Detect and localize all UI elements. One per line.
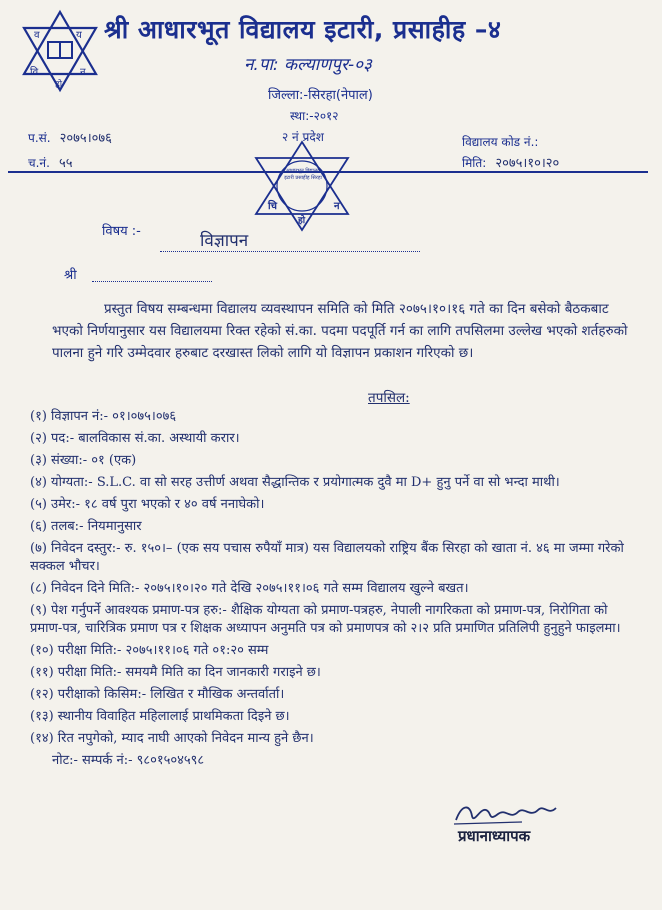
intro-paragraph: प्रस्तुत विषय सम्बन्धमा विद्यालय व्यवस्थापन समिति को मिति २०७५।१०।१६ गते का दिन बसेको बैठकबाट भएको निर्णयानुसार यस विद्यालयमा रिक्त रहेको सं.का. पदमा पदपूर्ति गर्न का लागि तपसिलमा उल्लेख भएको शर्तहरुको पालना हुने गरि उम्मेदवार हरुबाट दरखास्त लिको लागि यो विज्ञापन प्रकाशन गरिएको छ। [52, 301, 628, 361]
date-value: २०७५।१०।२० [495, 156, 560, 171]
seal-letter-right: न [334, 201, 340, 212]
term-item: (१०) परीक्षा मिति:- २०७५।११।०६ गते ०१:२० सम्म [30, 643, 269, 658]
term-item: (१३) स्थानीय विवाहित महिलालाई प्राथमिकता दिइने छ। [30, 709, 290, 724]
tapsil-heading: तपसिल: [368, 390, 410, 406]
term-item: (११) परीक्षा मिति:- समयमै मिति का दिन जानकारी गराइने छ। [30, 665, 321, 680]
contact-note: नोट:- सम्पर्क नं:- ९८०१५०४५९८ [52, 753, 205, 768]
principal-title: प्रधानाध्यापक [458, 827, 531, 845]
term-item: (२) पद:- बालविकास सं.का. अस्थायी करार। [30, 431, 240, 446]
logo-letter-bottom-right: न [80, 67, 86, 78]
seal-letter-left: चि [268, 201, 277, 212]
term-item: (८) निवेदन दिने मिति:- २०७५।१०।२० गते देखि २०७५।११।०६ गते सम्म विद्यालय खुल्ने बखत। [30, 581, 469, 596]
municipality: न.पा: कल्याणपुर-०३ [244, 55, 372, 75]
term-item: (१) विज्ञापन नं:- ०१।०७५।०७६ [30, 409, 177, 424]
term-item: (३) संख्या:- ०१ (एक) [30, 453, 137, 468]
letter-date [462, 152, 559, 171]
dispatch-number [28, 152, 73, 171]
subject-label: विषय :- [102, 224, 141, 239]
province: २ नं प्रदेश [282, 130, 324, 144]
subject-underline [160, 251, 420, 252]
term-item: (६) तलब:- नियमानुसार [30, 519, 142, 534]
seal-text: आधारभूत विद्यालय इटारी प्रसाहीह सिरहा [284, 168, 322, 181]
seal-letter-bottom: हो [298, 216, 306, 226]
school-code [462, 131, 538, 150]
established: स्था:-२०१२ [290, 109, 339, 123]
logo-letter-bottom: हो [55, 80, 63, 90]
term-item: (५) उमेर:- १८ वर्ष पुरा भएको र ४० वर्ष ननाघेको। [30, 497, 265, 512]
term-item: (१४) रित नपुगेको, म्याद नाघी आएको निवेदन मान्य हुने छैन। [30, 731, 314, 746]
principal-signature [452, 800, 562, 828]
reference-number [28, 127, 112, 146]
school-name: श्री आधारभूत विद्यालय इटारी, प्रसाहीह –४ [104, 15, 502, 44]
logo-letter-top-right: य [76, 30, 82, 41]
dispatch-label: च.नं. [28, 156, 50, 170]
reference-label: प.सं. [28, 131, 51, 145]
subject-value: विज्ञापन [200, 231, 249, 251]
logo-letter-top-left: व [34, 30, 40, 41]
term-item: (७) निवेदन दस्तुर:- रु. १५०।– (एक सय पचास रुपैयाँ मात्र) यस विद्यालयको राष्ट्रिय बैंक सिरहा को खाता नं. ४६ मा जम्मा गरेको सक्कल भौचर। [30, 541, 624, 574]
term-item: (९) पेश गर्नुपर्ने आवश्यक प्रमाण-पत्र हरु:- शैक्षिक योग्यता को प्रमाण-पत्रहरु, नेपाली नागरिकता को प्रमाण-पत्र, निरोगिता को प्रमाण-पत्र, चारित्रिक प्रमाण पत्र र शिक्षक अध्यापन अनुमति पत्र को प्रमाणपत्र को २।२ प्रति प्रमाणित प्रतिलिपी हुनुहुने फाइलमा। [30, 603, 621, 636]
term-item: (१२) परीक्षाको किसिम:- लिखित र मौखिक अन्तर्वार्ता। [30, 687, 285, 702]
dispatch-value: ५५ [59, 156, 73, 171]
date-label: मिति: [462, 156, 487, 170]
district: जिल्ला:-सिरहा(नेपाल) [268, 88, 373, 103]
terms-list [30, 408, 638, 770]
school-code-label: विद्यालय कोड नं.: [462, 135, 539, 149]
addressee-line [92, 281, 212, 282]
logo-letter-bottom-left: वि [30, 67, 39, 78]
addressee-label: श्री [64, 268, 77, 283]
reference-value: २०७५।०७६ [59, 131, 112, 146]
term-item: (४) योग्यता:- S.L.C. वा सो सरह उत्तीर्ण अथवा सैद्धान्तिक र प्रयोगात्मक दुवै मा D+ हुनु पर्ने वा सो भन्दा माथी। [30, 475, 560, 490]
